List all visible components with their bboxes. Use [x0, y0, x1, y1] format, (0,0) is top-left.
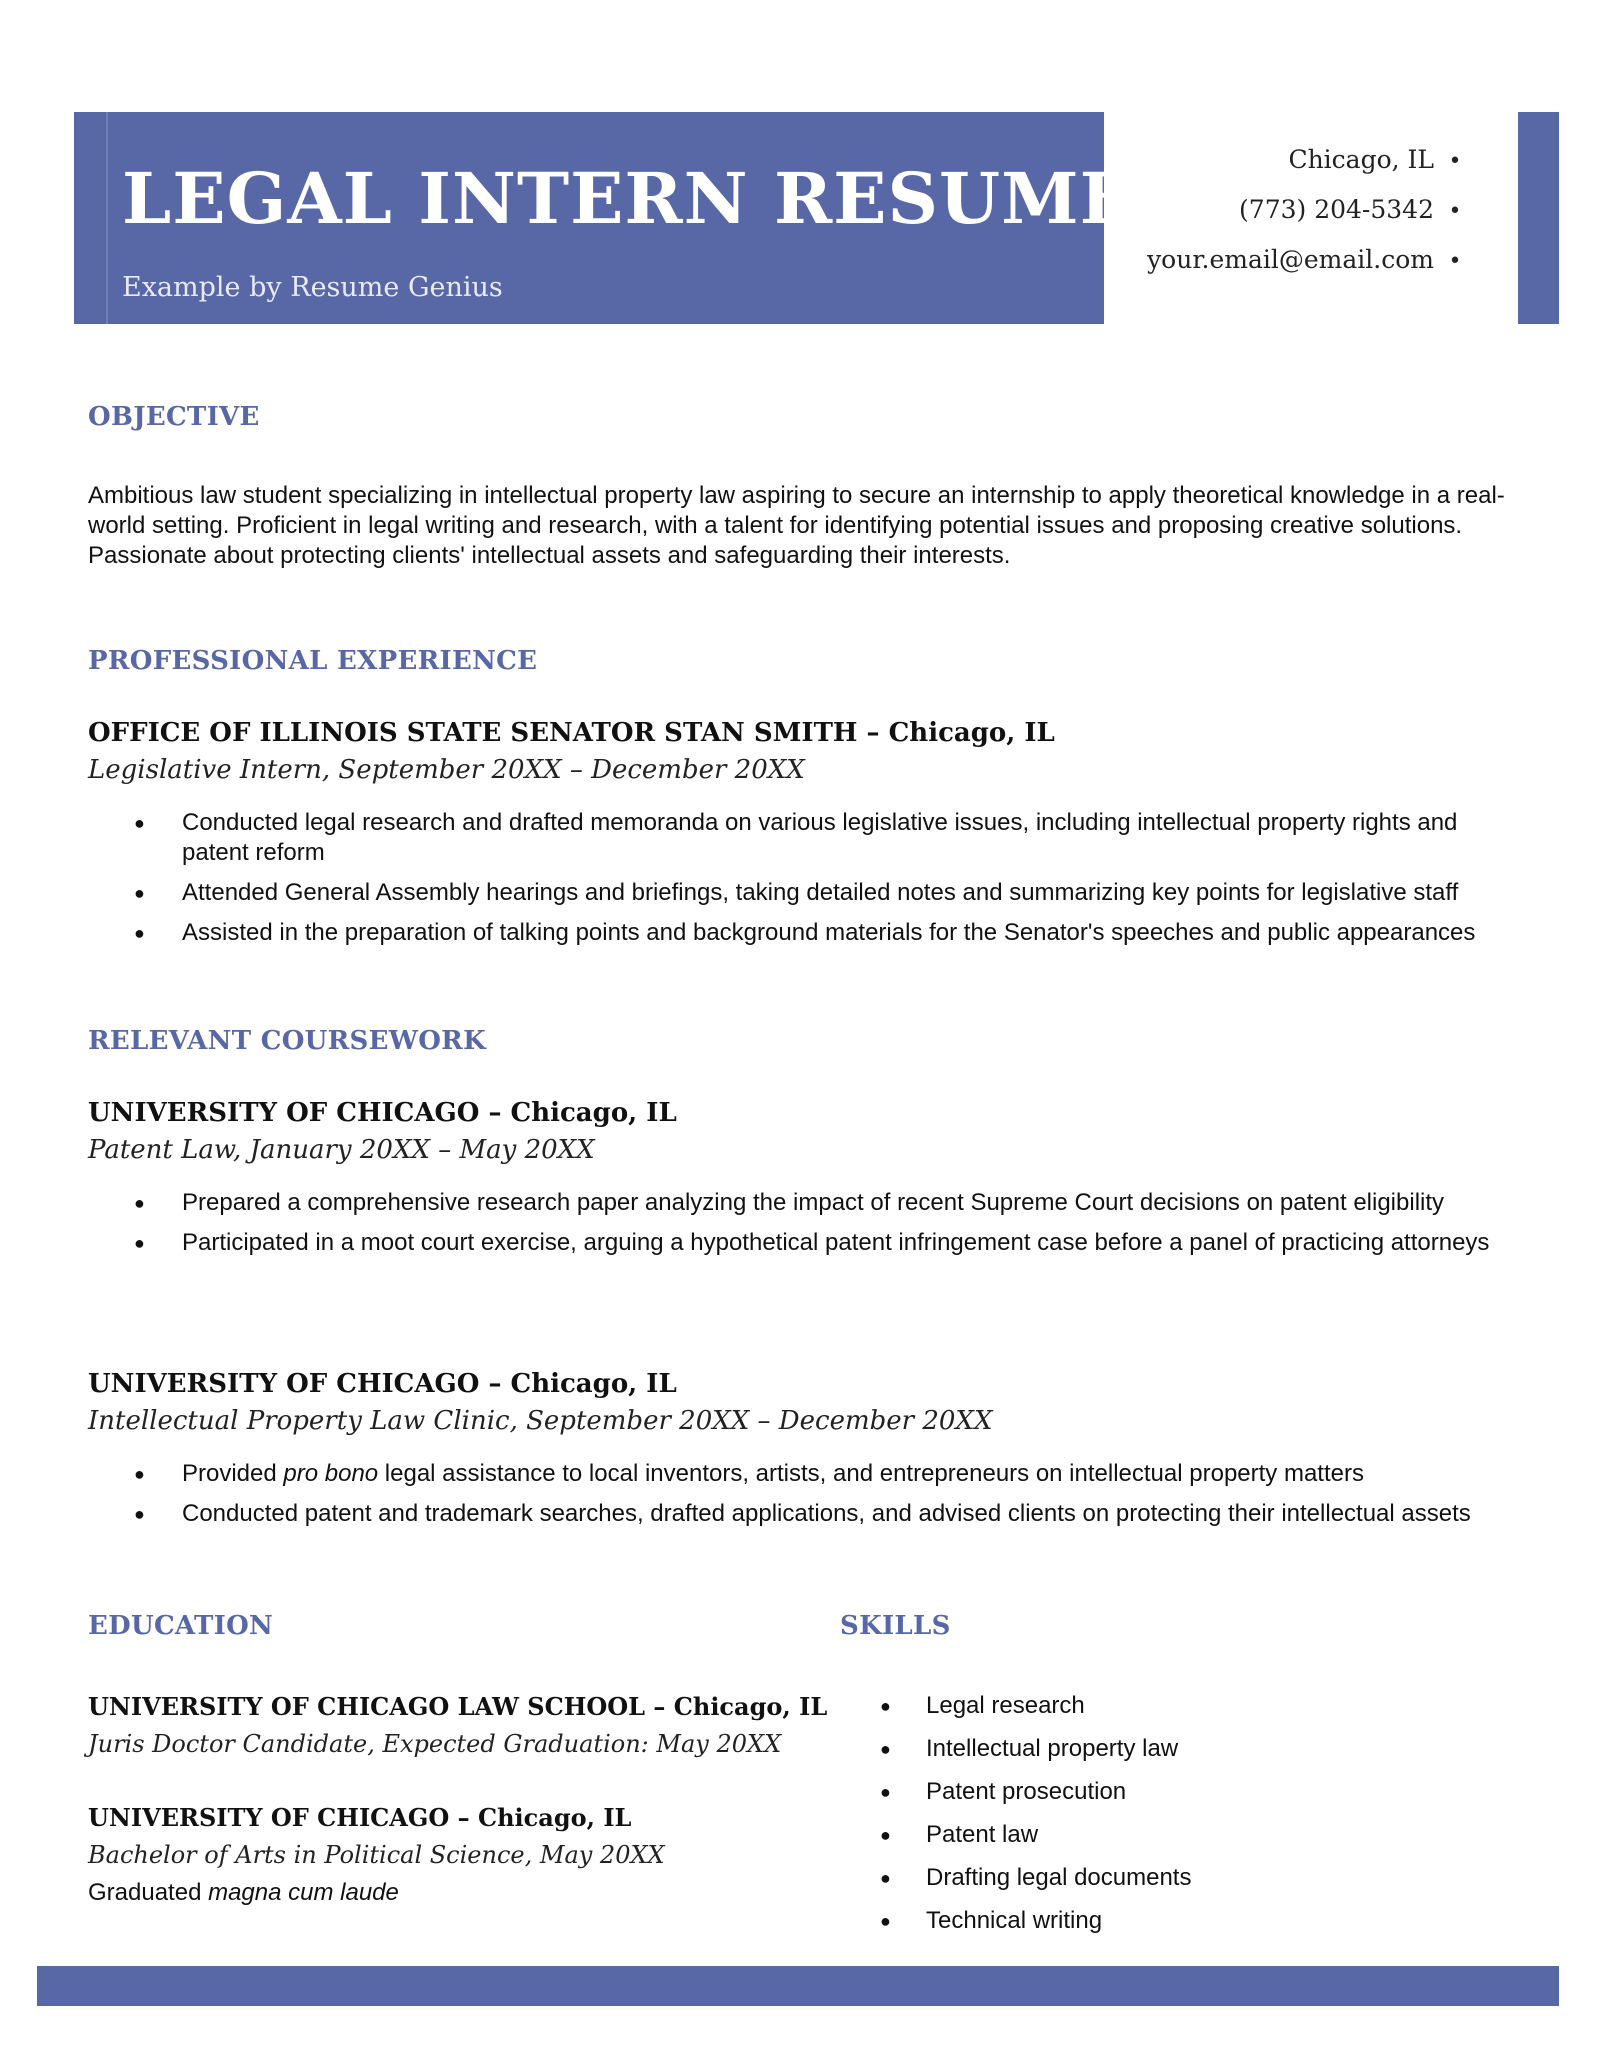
coursework-org: UNIVERSITY OF CHICAGO – Chicago, IL — [88, 1369, 677, 1399]
skills-heading: SKILLS — [840, 1611, 951, 1641]
objective-text: Ambitious law student specializing in intellectual property law aspiring to secure an internship to apply theoretical knowledge in a real-world setting. Proficient in legal writing and research, with a talent for identifying potential issues and proposing creative solutions. Passionate about protecting clients' intellectual assets and safeguarding their interests. — [88, 482, 1505, 569]
experience-bullets — [88, 808, 1528, 958]
contact-info — [1147, 140, 1466, 290]
skill-item: ● Patent prosecution — [840, 1777, 1540, 1807]
education-heading: EDUCATION — [88, 1611, 274, 1641]
coursework-role: Patent Law, January 20XX – May 20XX — [88, 1135, 595, 1165]
list-item: ● Assisted in the preparation of talking points and background materials for the Senator's speeches and public appearances — [88, 918, 1528, 948]
experience-heading: PROFESSIONAL EXPERIENCE — [88, 646, 538, 676]
experience-org: OFFICE OF ILLINOIS STATE SENATOR STAN SMITH – Chicago, IL — [88, 718, 1055, 748]
education-degree: Bachelor of Arts in Political Science, May 20XX — [88, 1841, 665, 1869]
contact-email[interactable]: your.email@email.com • — [1147, 240, 1466, 290]
objective-heading: OBJECTIVE — [88, 402, 260, 432]
header-banner — [74, 112, 1134, 324]
education-degree: Juris Doctor Candidate, Expected Graduation: May 20XX — [88, 1730, 782, 1758]
skill-item: ● Intellectual property law — [840, 1734, 1540, 1764]
list-item: ● Conducted patent and trademark searches, drafted applications, and advised clients on protecting their intellectual assets — [88, 1499, 1528, 1529]
contact-phone: (773) 204-5342 • — [1147, 190, 1466, 240]
list-item: ● Participated in a moot court exercise, arguing a hypothetical patent infringement case before a panel of practicing attorneys — [88, 1228, 1528, 1258]
skill-item: ● Technical writing — [840, 1906, 1540, 1936]
experience-role: Legislative Intern, September 20XX – December 20XX — [88, 755, 805, 785]
education-honor: Graduated magna cum laude — [88, 1879, 399, 1906]
skill-item: ● Drafting legal documents — [840, 1863, 1540, 1893]
header-accent-bar — [1518, 112, 1559, 324]
header-stripe — [106, 112, 108, 324]
skill-item: ● Patent law — [840, 1820, 1540, 1850]
resume-title: LEGAL INTERN RESUME — [122, 157, 1134, 240]
resume-subtitle: Example by Resume Genius — [122, 272, 503, 303]
skills-list — [840, 1691, 1540, 1949]
list-item: ● Conducted legal research and drafted memoranda on various legislative issues, including intellectual property rights and patent reform — [88, 808, 1528, 868]
bullet-icon: • — [1448, 249, 1462, 274]
coursework-heading: RELEVANT COURSEWORK — [88, 1026, 486, 1056]
coursework-role: Intellectual Property Law Clinic, September 20XX – December 20XX — [88, 1406, 993, 1436]
coursework-bullets — [88, 1459, 1528, 1539]
bullet-icon: • — [1448, 199, 1462, 224]
list-item: ● Provided pro bono legal assistance to local inventors, artists, and entrepreneurs on intellectual property matters — [88, 1459, 1528, 1489]
coursework-bullets — [88, 1188, 1528, 1268]
list-item: ● Prepared a comprehensive research paper analyzing the impact of recent Supreme Court decisions on patent eligibility — [88, 1188, 1528, 1218]
coursework-org: UNIVERSITY OF CHICAGO – Chicago, IL — [88, 1098, 677, 1128]
contact-location: Chicago, IL • — [1147, 140, 1466, 190]
skill-item: ● Legal research — [840, 1691, 1540, 1721]
bullet-icon: • — [1448, 149, 1462, 174]
education-org: UNIVERSITY OF CHICAGO LAW SCHOOL – Chicago, IL — [88, 1692, 828, 1721]
footer-bar — [37, 1966, 1559, 2006]
list-item: ● Attended General Assembly hearings and briefings, taking detailed notes and summarizing key points for legislative staff — [88, 878, 1528, 908]
education-org: UNIVERSITY OF CHICAGO – Chicago, IL — [88, 1803, 632, 1832]
